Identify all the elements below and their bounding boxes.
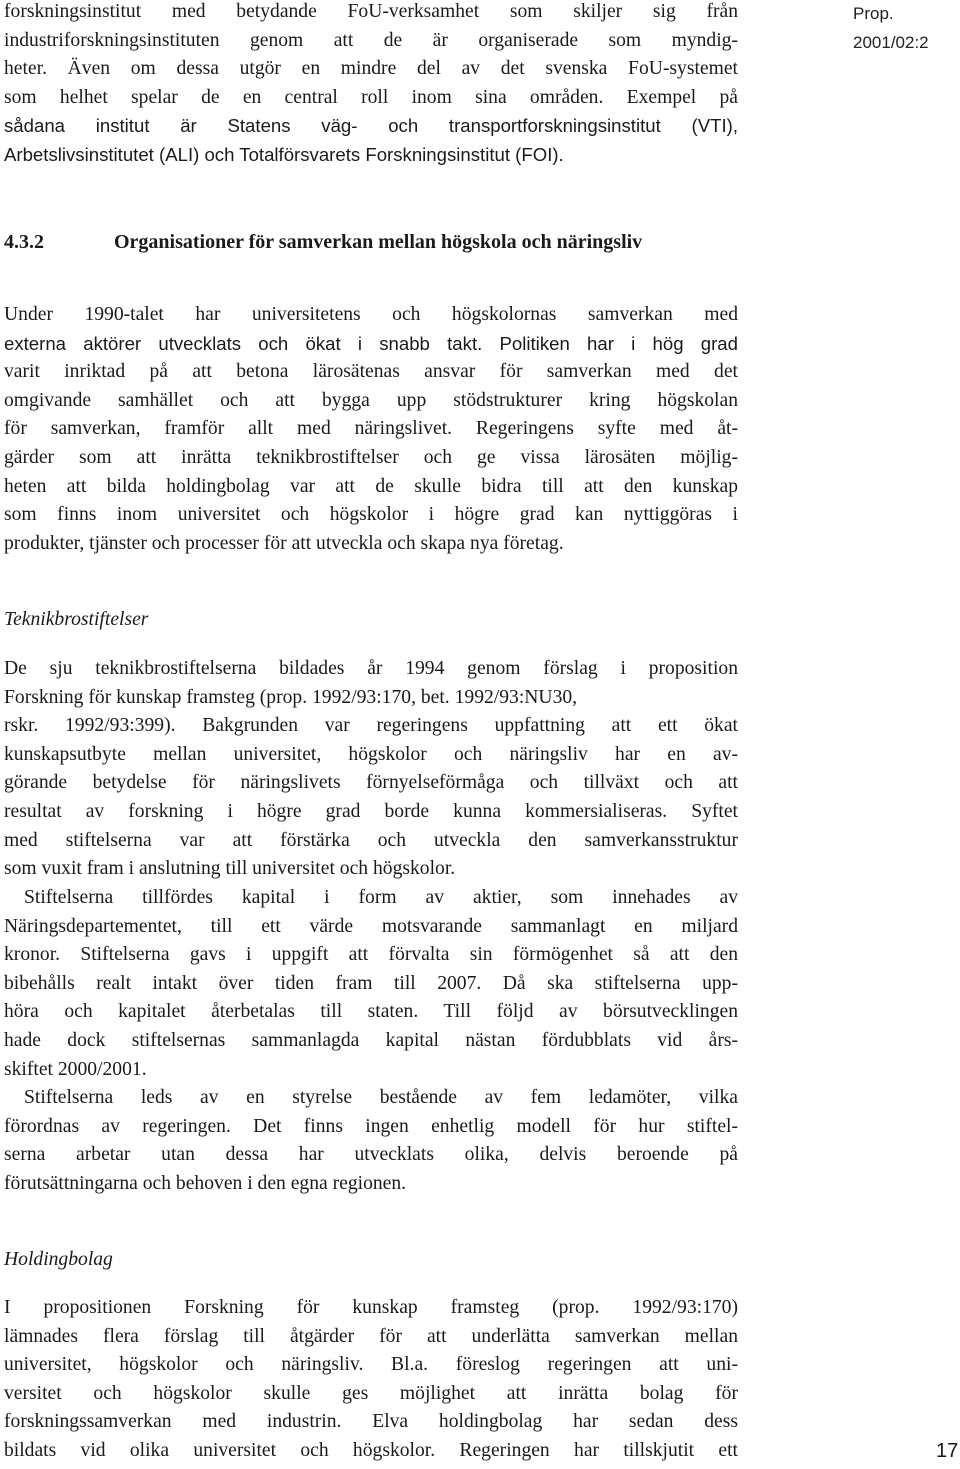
text-line: hade dock stiftelsernas sammanlagda kapital nästan fördubblats vid års- xyxy=(4,1029,738,1051)
text-line: forskningsinstitut med betydande FoU-verksamhet som skiljer sig från xyxy=(4,1,738,22)
teknik-paragraph-3 xyxy=(4,1084,738,1198)
section-title: Organisationer för samverkan mellan högskola och näringsliv xyxy=(114,231,643,253)
text-line: lämnades flera förslag till åtgärder för att underlätta samverkan mellan xyxy=(4,1325,738,1347)
holding-paragraph-1 xyxy=(4,1294,738,1466)
teknik-paragraph-2 xyxy=(4,884,738,1084)
text-line: bibehålls realt intakt över tiden fram till 2007. Då ska stiftelserna upp- xyxy=(4,972,738,994)
section-number: 4.3.2 xyxy=(4,231,44,253)
text-line: som finns inom universitet och högskolor i högre grad kan nyttiggöras i xyxy=(4,504,738,526)
margin-note: Prop. 2001/02:2 xyxy=(853,4,929,52)
subheading-teknikbrostiftelser: Teknikbrostiftelser xyxy=(4,609,149,630)
subheading-holdingbolag: Holdingbolag xyxy=(4,1249,113,1270)
text-line: sådana institut är Statens väg- och transportforskningsinstitut (VTI), xyxy=(4,115,738,137)
text-line: gärder som att inrätta teknikbrostiftelser och ge vissa lärosäten möjlig- xyxy=(4,446,738,468)
text-line: skiftet 2000/2001. xyxy=(4,1058,147,1080)
text-line: resultat av forskning i högre grad borde kunna kommersialiseras. Syftet xyxy=(4,800,738,822)
text-line: som vuxit fram i anslutning till universitet och högskolor. xyxy=(4,858,456,880)
intro-paragraph xyxy=(4,0,738,170)
teknik-paragraph-1 xyxy=(4,655,738,884)
text-line: universitet, högskolor och näringsliv. Bl.a. föreslog regeringen att uni- xyxy=(4,1354,738,1376)
text-line: rskr. 1992/93:399). Bakgrunden var regeringens uppfattning att ett ökat xyxy=(4,715,738,737)
text-line: I propositionen Forskning för kunskap framsteg (prop. 1992/93:170) xyxy=(4,1297,738,1318)
text-line: heter. Även om dessa utgör en mindre del av det svenska FoU-systemet xyxy=(4,58,738,80)
text-line: produkter, tjänster och processer för att utveckla och skapa nya företag. xyxy=(4,532,564,554)
text-line: Stiftelserna leds av en styrelse bestående av fem ledamöter, vilka xyxy=(24,1087,738,1108)
text-line: forskningssamverkan med industrin. Elva holdingbolag har sedan dess xyxy=(4,1411,738,1433)
text-line: för samverkan, framför allt med näringslivet. Regeringens syfte med åt- xyxy=(4,418,738,440)
text-line: bildats vid olika universitet och högskolor. Regeringen har tillskjutit ett xyxy=(4,1439,738,1461)
text-line: höra och kapitalet återbetalas till staten. Till följd av börsutvecklingen xyxy=(4,1001,738,1023)
text-line: De sju teknikbrostiftelserna bildades år 1994 genom förslag i proposition xyxy=(4,658,738,679)
text-line: görande betydelse för näringslivets förnyelseförmåga och tillväxt och att xyxy=(4,772,738,794)
text-line: förutsättningarna och behoven i den egna regionen. xyxy=(4,1172,407,1194)
text-line: kunskapsutbyte mellan universitet, högskolor och näringsliv har en av- xyxy=(4,743,738,765)
text-line: kronor. Stiftelserna gavs i uppgift att förvalta sin förmögenhet så att den xyxy=(4,944,738,966)
text-line: Under 1990-talet har universitetens och högskolornas samverkan med xyxy=(4,304,738,325)
text-line: Forskning för kunskap framsteg (prop. 1992/93:170, bet. 1992/93:NU30, xyxy=(4,686,578,708)
text-line: heten att bilda holdingbolag var att de skulle bidra till att den kunskap xyxy=(4,475,738,497)
text-line: Stiftelserna tillfördes kapital i form av aktier, som innehades av xyxy=(24,887,738,908)
text-line: förordnas av regeringen. Det finns ingen enhetlig modell för hur stiftel- xyxy=(4,1115,738,1137)
text-line: externa aktörer utvecklats och ökat i snabb takt. Politiken har i hög grad xyxy=(4,332,738,354)
text-line: omgivande samhället och att bygga upp stödstrukturer kring högskolan xyxy=(4,389,738,411)
text-line: serna arbetar utan dessa har utvecklats olika, delvis beroende på xyxy=(4,1144,738,1166)
text-line: Arbetslivsinstitutet (ALI) och Totalförsvarets Forskningsinstitut (FOI). xyxy=(4,143,564,165)
text-line: med stiftelserna var att förstärka och utveckla den samverkansstruktur xyxy=(4,829,738,851)
text-line: varit inriktad på att betona lärosätenas ansvar för samverkan med det xyxy=(4,361,738,383)
text-line: industriforskningsinstituten genom att de är organiserade som myndig- xyxy=(4,29,738,51)
text-line: Näringsdepartementet, till ett värde motsvarande sammanlagt en miljard xyxy=(4,915,738,937)
text-line: som helhet spelar de en central roll inom sina områden. Exempel på xyxy=(4,86,738,108)
page-number: 17 xyxy=(936,1440,959,1462)
section-paragraph xyxy=(4,301,738,558)
text-line: versitet och högskolor skulle ges möjlighet att inrätta bolag för xyxy=(4,1382,738,1404)
